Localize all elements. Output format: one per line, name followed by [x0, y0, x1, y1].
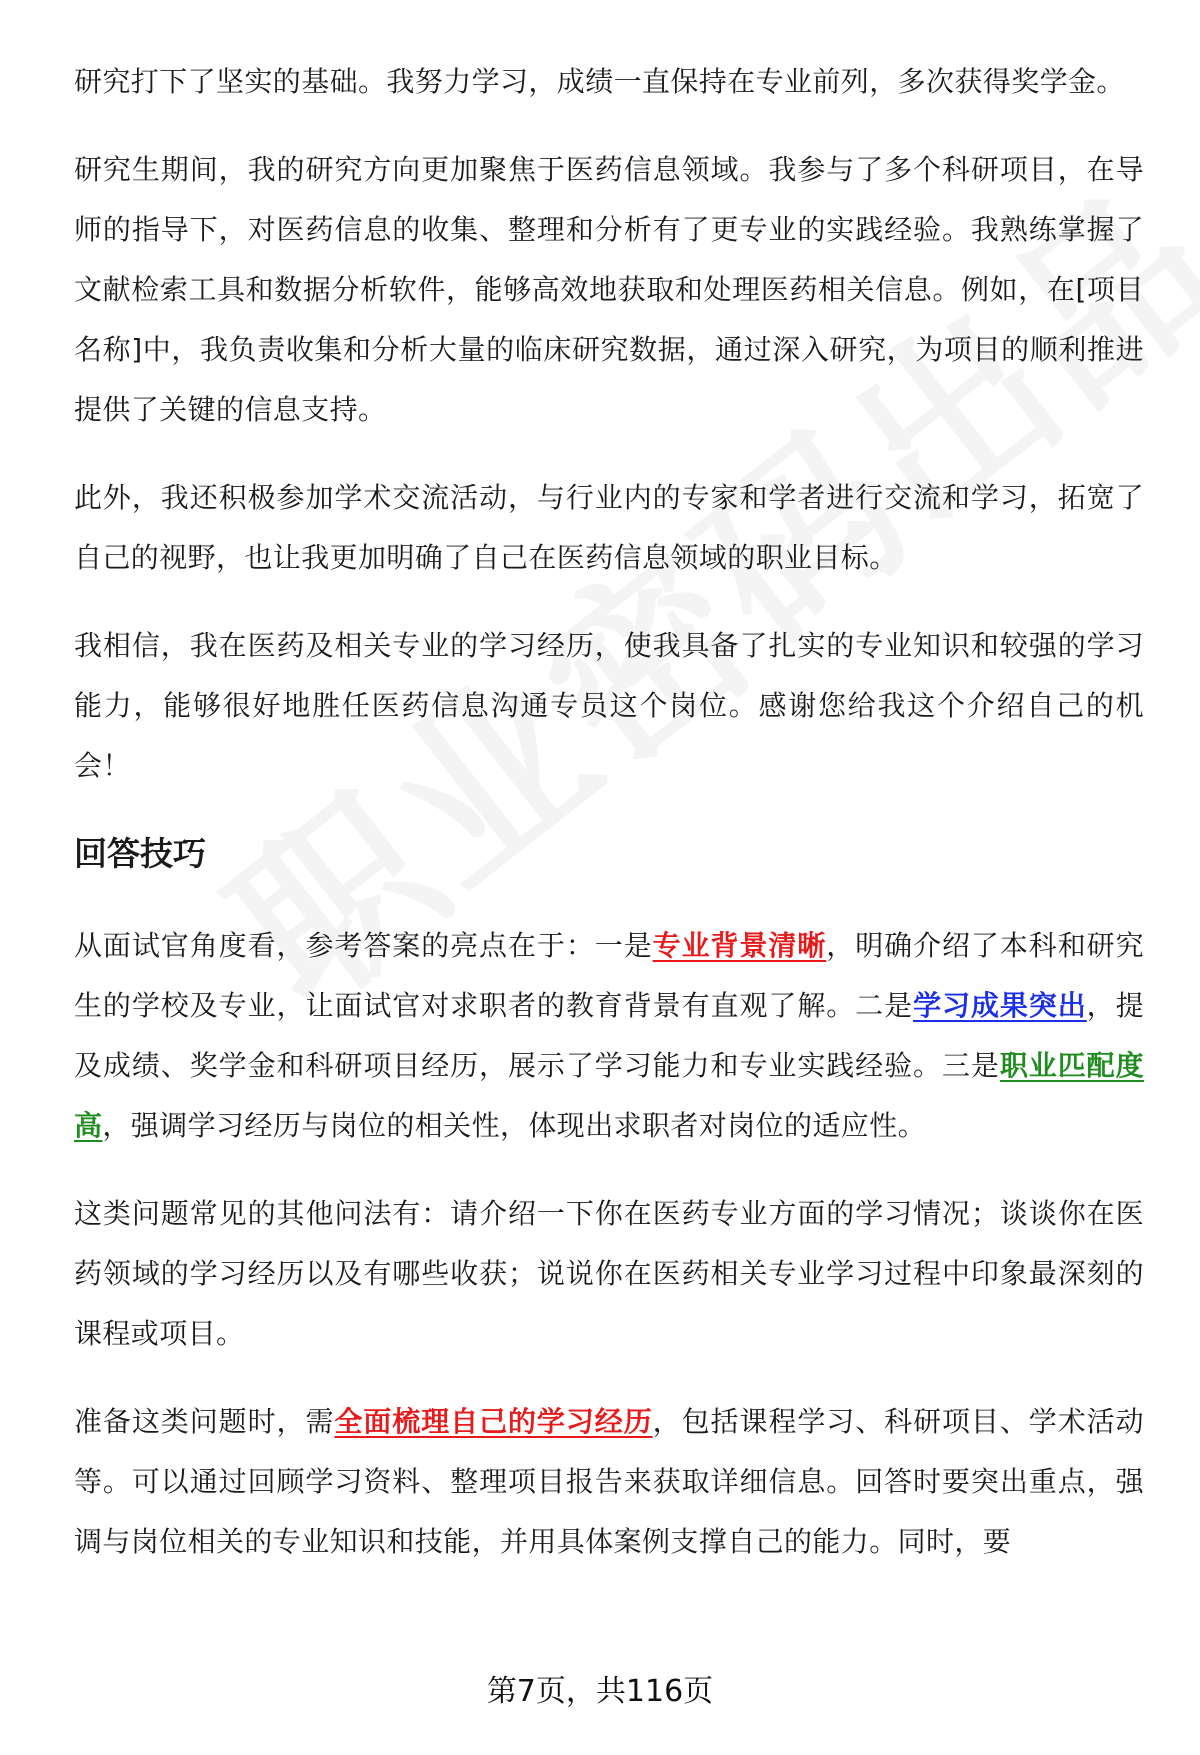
document-body	[74, 52, 1144, 1600]
paragraph-conclusion: 我相信，我在医药及相关专业的学习经历，使我具备了扎实的专业知识和较强的学习能力，能够很好地胜任医药信息沟通专员这个岗位。感谢您给我这个介绍自己的机会！	[74, 629, 1144, 782]
tips-text: 准备这类问题时，需	[74, 1405, 335, 1438]
section-heading-answer-tips: 回答技巧	[74, 834, 206, 873]
page-number-footer: 第7页，共116页	[486, 1674, 714, 1709]
tips-text: ，强调学习经历与岗位的相关性，体现出求职者对岗位的适应性。	[102, 1109, 927, 1142]
paragraph-tips-highlights	[74, 916, 1144, 1156]
tips-text: ，明确介绍了本科和研究生的学校及专业，让面试官对求职者的教育背景有直观了解。二是	[74, 929, 1144, 1022]
paragraph-alternative-questions: 这类问题常见的其他问法有：请介绍一下你在医药专业方面的学习情况；谈谈你在医药领域的学习经历以及有哪些收获；说说你在医药相关专业学习过程中印象最深刻的课程或项目。	[74, 1197, 1144, 1350]
tips-text: ，包括课程学习、科研项目、学术活动等。可以通过回顾学习资料、整理项目报告来获取详细信息。回答时要突出重点，强调与岗位相关的专业知识和技能，并用具体案例支撑自己的能力。同时，要	[74, 1405, 1144, 1558]
paragraph-preparation	[74, 1392, 1144, 1572]
highlight-professional-background: 专业背景清晰	[652, 929, 827, 962]
highlight-review-experience: 全面梳理自己的学习经历	[334, 1405, 653, 1438]
highlight-job-match: 职业匹配度高	[74, 1049, 1144, 1142]
paragraph-undergrad-continued: 研究打下了坚实的基础。我努力学习，成绩一直保持在专业前列，多次获得奖学金。	[74, 65, 1125, 98]
paragraph-graduate-study: 研究生期间，我的研究方向更加聚焦于医药信息领域。我参与了多个科研项目，在导师的指导下，对医药信息的收集、整理和分析有了更专业的实践经验。我熟练掌握了文献检索工具和数据分析软件，能够高效地获取和处理医药相关信息。例如，在[项目名称]中，我负责收集和分析大量的临床研究数据，通过深入研究，为项目的顺利推进提供了关键的信息支持。	[74, 153, 1144, 426]
tips-text: ，提及成绩、奖学金和科研项目经历，展示了学习能力和专业实践经验。三是	[74, 989, 1145, 1082]
tips-text: 从面试官角度看，参考答案的亮点在于：一是	[74, 929, 653, 962]
paragraph-academic-exchange: 此外，我还积极参加学术交流活动，与行业内的专家和学者进行交流和学习，拓宽了自己的视野，也让我更加明确了自己在医药信息领域的职业目标。	[74, 481, 1144, 574]
highlight-learning-results: 学习成果突出	[913, 989, 1087, 1022]
